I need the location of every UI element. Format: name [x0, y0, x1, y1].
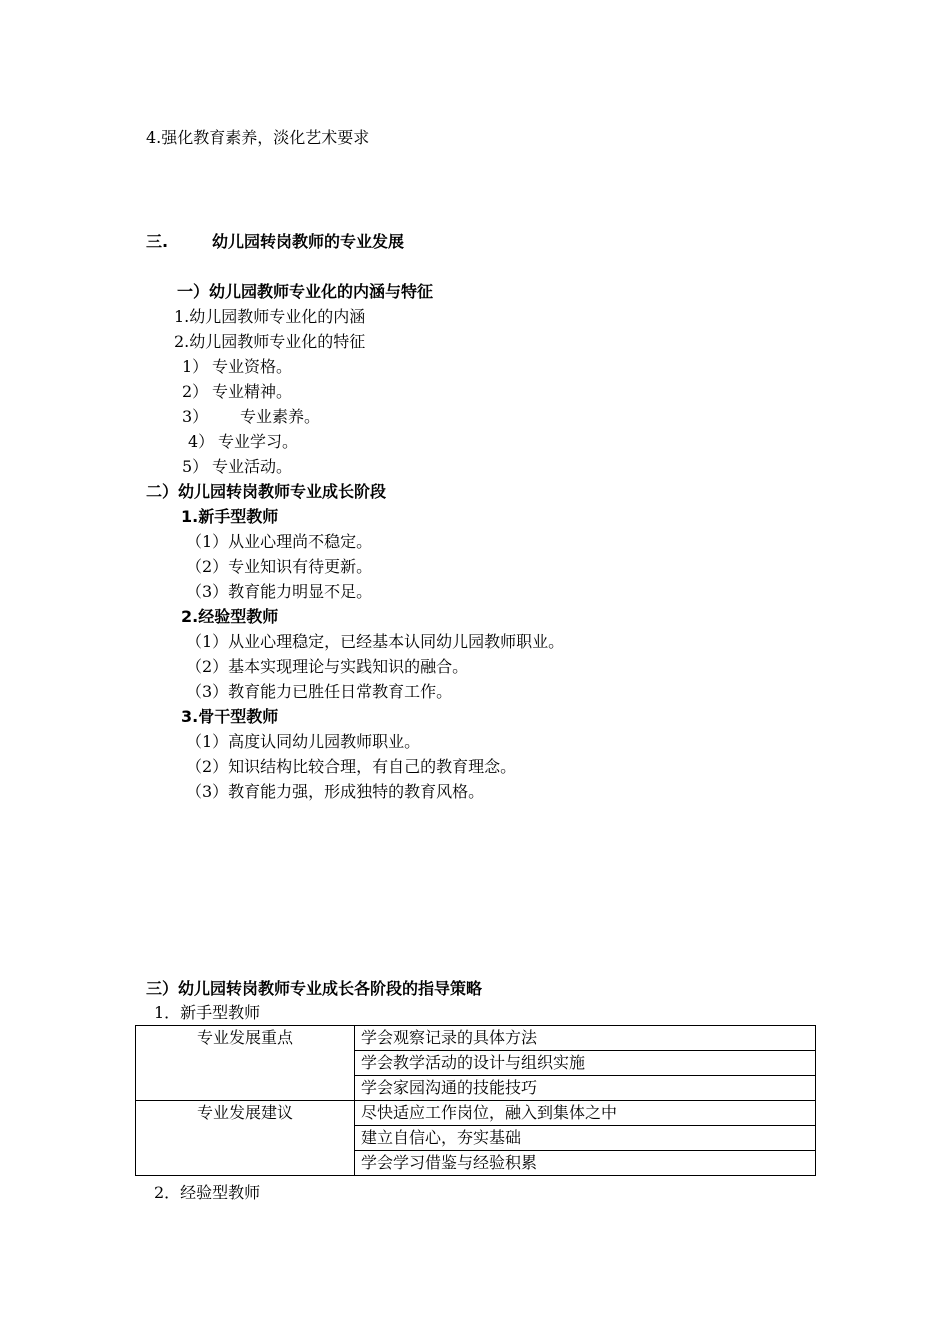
part1-heading: 一）幼儿园教师专业化的内涵与特征 — [177, 282, 434, 301]
table-row — [136, 1026, 816, 1051]
part3-heading: 三）幼儿园转岗教师专业成长各阶段的指导策略 — [146, 979, 483, 998]
section-number: 三. — [146, 232, 169, 251]
feature-text: 专业学习。 — [218, 432, 299, 451]
part1-item: 1.幼儿园教师专业化的内涵 — [174, 307, 366, 326]
feature-number: 5） — [182, 457, 209, 476]
part3-subheading: 1．新手型教师 — [154, 1003, 261, 1022]
stage-title: 3.骨干型教师 — [181, 707, 279, 726]
feature-number: 1） — [182, 357, 209, 376]
feature-text: 专业资格。 — [212, 357, 293, 376]
part2-heading: 二）幼儿园转岗教师专业成长阶段 — [146, 482, 387, 501]
stage-point: （3）教育能力强，形成独特的教育风格。 — [186, 782, 485, 801]
part3-subheading: 2．经验型教师 — [154, 1183, 261, 1202]
feature-text: 专业素养。 — [240, 407, 321, 426]
table-cell: 学会观察记录的具体方法 — [355, 1026, 816, 1051]
stage-point: （2）专业知识有待更新。 — [186, 557, 373, 576]
table-row — [136, 1101, 816, 1126]
table-cell: 学会家园沟通的技能技巧 — [355, 1076, 816, 1101]
stage-point: （1）高度认同幼儿园教师职业。 — [186, 732, 421, 751]
stage-title: 1.新手型教师 — [181, 507, 279, 526]
stage-point: （1）从业心理尚不稳定。 — [186, 532, 373, 551]
part1-item: 2.幼儿园教师专业化的特征 — [174, 332, 366, 351]
table-row-label: 专业发展建议 — [136, 1101, 355, 1176]
feature-number: 4） — [188, 432, 215, 451]
table-cell: 学会学习借鉴与经验积累 — [355, 1151, 816, 1176]
feature-number: 2） — [182, 382, 209, 401]
stage-point: （2）基本实现理论与实践知识的融合。 — [186, 657, 469, 676]
table-cell: 学会教学活动的设计与组织实施 — [355, 1051, 816, 1076]
section-title: 幼儿园转岗教师的专业发展 — [212, 232, 405, 251]
stage-point: （1）从业心理稳定，已经基本认同幼儿园教师职业。 — [186, 632, 565, 651]
feature-text: 专业活动。 — [212, 457, 293, 476]
top-line: 4.强化教育素养，淡化艺术要求 — [146, 128, 370, 147]
stage-point: （3）教育能力明显不足。 — [186, 582, 373, 601]
stage-point: （3）教育能力已胜任日常教育工作。 — [186, 682, 453, 701]
guidance-table — [135, 1025, 816, 1176]
feature-text: 专业精神。 — [212, 382, 293, 401]
feature-number: 3） — [182, 407, 209, 426]
stage-title: 2.经验型教师 — [181, 607, 279, 626]
stage-point: （2）知识结构比较合理，有自己的教育理念。 — [186, 757, 517, 776]
table-cell: 尽快适应工作岗位，融入到集体之中 — [355, 1101, 816, 1126]
table-row-label: 专业发展重点 — [136, 1026, 355, 1101]
table-cell: 建立自信心，夯实基础 — [355, 1126, 816, 1151]
